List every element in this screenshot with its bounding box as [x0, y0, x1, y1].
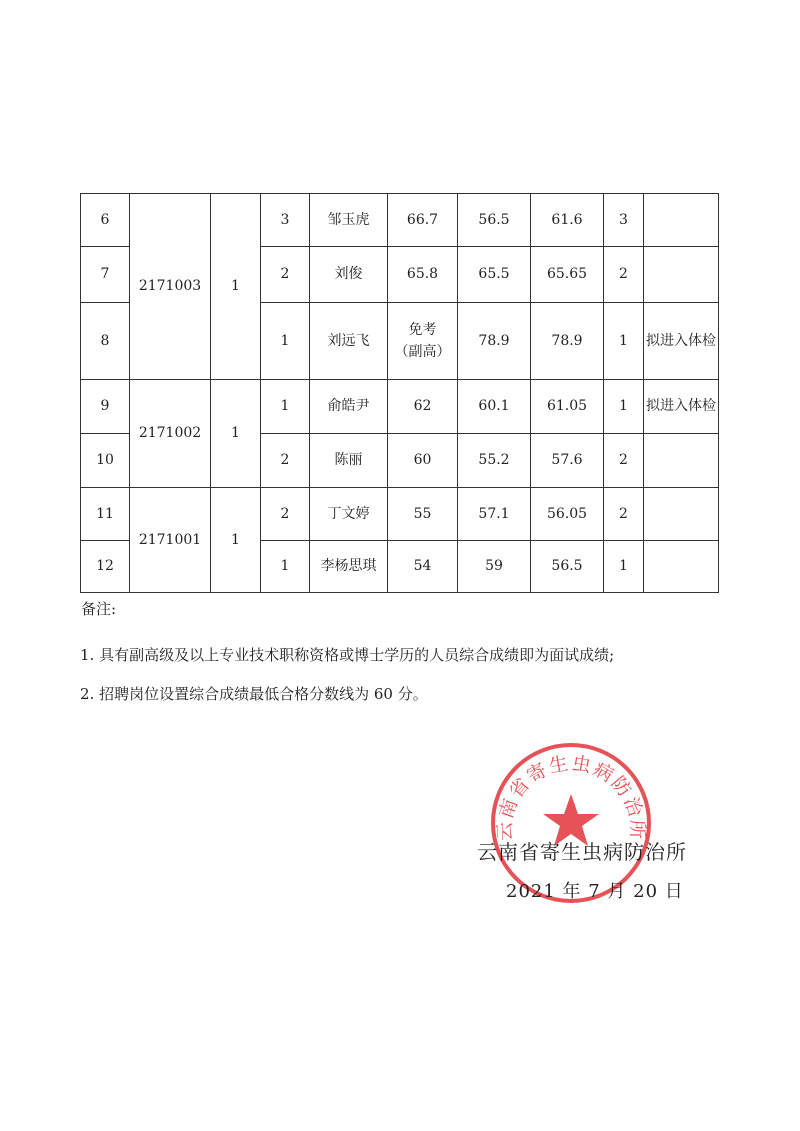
- svg-text:云南省寄生虫病防治所: 云南省寄生虫病防治所: [493, 752, 649, 841]
- interview-score: 78.9: [458, 303, 531, 380]
- remark: [644, 541, 719, 593]
- interview-rank: 3: [261, 194, 310, 247]
- issue-date: 2021 年 7 月 20 日: [506, 881, 684, 902]
- remark: [644, 194, 719, 247]
- interview-rank: 1: [261, 380, 310, 434]
- issuing-organization: 云南省寄生虫病防治所: [477, 840, 687, 864]
- written-score: 55: [388, 488, 458, 541]
- total-rank: 1: [604, 303, 644, 380]
- total-score: 56.5: [531, 541, 604, 593]
- candidate-name: 李杨思琪: [310, 541, 388, 593]
- score-table: [80, 193, 719, 593]
- row-index: 10: [81, 434, 130, 488]
- row-index: 9: [81, 380, 130, 434]
- total-score: 65.65: [531, 247, 604, 303]
- total-rank: 2: [604, 434, 644, 488]
- total-score: 61.05: [531, 380, 604, 434]
- interview-rank: 2: [261, 434, 310, 488]
- total-rank: 2: [604, 488, 644, 541]
- remark: [644, 247, 719, 303]
- candidate-name: 俞皓尹: [310, 380, 388, 434]
- interview-rank: 2: [261, 247, 310, 303]
- interview-rank: 1: [261, 541, 310, 593]
- table-row: [81, 380, 719, 434]
- row-index: 11: [81, 488, 130, 541]
- total-score: 56.05: [531, 488, 604, 541]
- candidate-name: 刘俊: [310, 247, 388, 303]
- total-rank: 1: [604, 380, 644, 434]
- remark: [644, 488, 719, 541]
- total-score: 57.6: [531, 434, 604, 488]
- total-rank: 3: [604, 194, 644, 247]
- table-row: [81, 194, 719, 247]
- row-index: 8: [81, 303, 130, 380]
- candidate-name: 刘远飞: [310, 303, 388, 380]
- remark: 拟进入体检: [644, 380, 719, 434]
- interview-score: 57.1: [458, 488, 531, 541]
- total-rank: 1: [604, 541, 644, 593]
- interview-score: 59: [458, 541, 531, 593]
- position-code: 2171003: [130, 194, 211, 380]
- row-index: 7: [81, 247, 130, 303]
- note-item: 1. 具有副高级及以上专业技术职称资格或博士学历的人员综合成绩即为面试成绩;: [80, 646, 615, 664]
- candidate-name: 陈丽: [310, 434, 388, 488]
- table-row: [81, 488, 719, 541]
- interview-rank: 2: [261, 488, 310, 541]
- written-score: 62: [388, 380, 458, 434]
- written-score: 54: [388, 541, 458, 593]
- written-exempt-reason: （副高）: [394, 344, 451, 360]
- hire-count: 1: [211, 194, 261, 380]
- written-score: 60: [388, 434, 458, 488]
- interview-rank: 1: [261, 303, 310, 380]
- interview-score: 65.5: [458, 247, 531, 303]
- interview-score: 55.2: [458, 434, 531, 488]
- total-score: 61.6: [531, 194, 604, 247]
- written-score: 66.7: [388, 194, 458, 247]
- row-index: 6: [81, 194, 130, 247]
- written-score: 65.8: [388, 247, 458, 303]
- note-item: 2. 招聘岗位设置综合成绩最低合格分数线为 60 分。: [80, 685, 428, 703]
- total-rank: 2: [604, 247, 644, 303]
- notes-label: 备注:: [81, 600, 117, 618]
- written-exempt: 免考: [408, 321, 437, 338]
- candidate-name: 丁文婷: [310, 488, 388, 541]
- interview-score: 56.5: [458, 194, 531, 247]
- remark: [644, 434, 719, 488]
- position-code: 2171002: [130, 380, 211, 488]
- written-score: [388, 303, 458, 380]
- position-code: 2171001: [130, 488, 211, 593]
- row-index: 12: [81, 541, 130, 593]
- total-score: 78.9: [531, 303, 604, 380]
- hire-count: 1: [211, 488, 261, 593]
- hire-count: 1: [211, 380, 261, 488]
- candidate-name: 邹玉虎: [310, 194, 388, 247]
- interview-score: 60.1: [458, 380, 531, 434]
- remark: 拟进入体检: [644, 303, 719, 380]
